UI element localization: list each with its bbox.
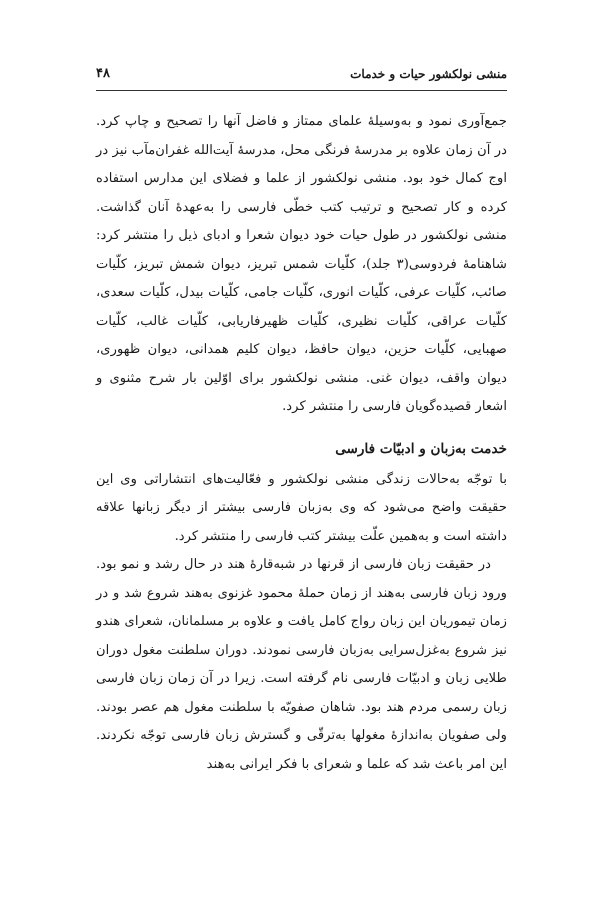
paragraph-interest: با توجّه به‌حالات زندگی منشی نولکشور و فعّالیت‌های انتشاراتی وی این حقیقت واضح می‌شود که وی به‌زبان فارسی بیشتر از دیگر زبانها علاقه داشته است و به‌همین علّت بیشتر کتب فارسی را منتشر کرد.: [96, 471, 507, 544]
page-body: [96, 108, 507, 779]
running-header: [96, 62, 507, 86]
page-number: ۴۸: [96, 66, 110, 81]
section-heading: خدمت به‌زبان و ادبیّات فارسی: [335, 440, 507, 457]
header-rule: [96, 90, 507, 91]
paragraph-publications: جمع‌آوری نمود و به‌وسیلهٔ علمای ممتاز و فاضل آنها را تصحیح و چاپ کرد. در آن زمان علاوه بر مدرسهٔ فرنگی محل، مدرسهٔ آیت‌الله غفران‌مآب نیز در اوج کمال خود بود. منشی نولکشور از علما و فضلای این مدارس استفاده کرده و کار تصحیح و ترتیب کتب خطّی فارسی را به‌عهدهٔ آنان گذاشت. منشی نولکشور در طول حیات خود دیوان شعرا و ادبای ذیل را منتشر کرد: شاهنامهٔ فردوسی(۳ جلد)، کلّیات شمس تبریز، دیوان شمش تبریز، کلّیات صائب، کلّیات عرفی، کلّیات انوری، کلّیات جامی، کلّیات بیدل، کلّیات سعدی، کلّیات عراقی، کلّیات نظیری، کلّیات ظهیرفاریابی، کلّیات غالب، کلّیات صهبایی، کلّیات حزین، دیوان حافظ، دیوان کلیم همدانی، دیوان ظهوری، دیوان واقف، دیوان غنی. منشی نولکشور برای اوّلین بار شرح مثنوی و اشعار قصیده‌گویان فارسی را منتشر کرد.: [96, 114, 507, 414]
paragraph-history: در حقیقت زبان فارسی از قرنها در شبه‌قارهٔ هند در حال رشد و نمو بود. ورود زبان فارسی به‌هند از زمان حملهٔ محمود غزنوی به‌هند شروع شد و در زمان تیموریان این زبان رواج کامل یافت و علاوه بر مسلمانان، شعرای هندو نیز شروع به‌غزل‌سرایی به‌زبان فارسی نمودند. دوران سلطنت مغول دوران طلایی زبان و ادبیّات فارسی نام گرفته است. زیرا در آن زمان زبان فارسی زبان رسمی مردم هند بود. شاهان صفویّه با سلطنت مغول هم عصر بودند. ولی صفویان به‌اندازهٔ مغولها به‌ترقّی و گسترش زبان فارسی توجّه نکردند. این امر باعث شد که علما و شعرای با فکر ایرانی به‌هند: [96, 557, 507, 772]
running-title: منشی نولکشور حیات و خدمات: [350, 67, 507, 81]
